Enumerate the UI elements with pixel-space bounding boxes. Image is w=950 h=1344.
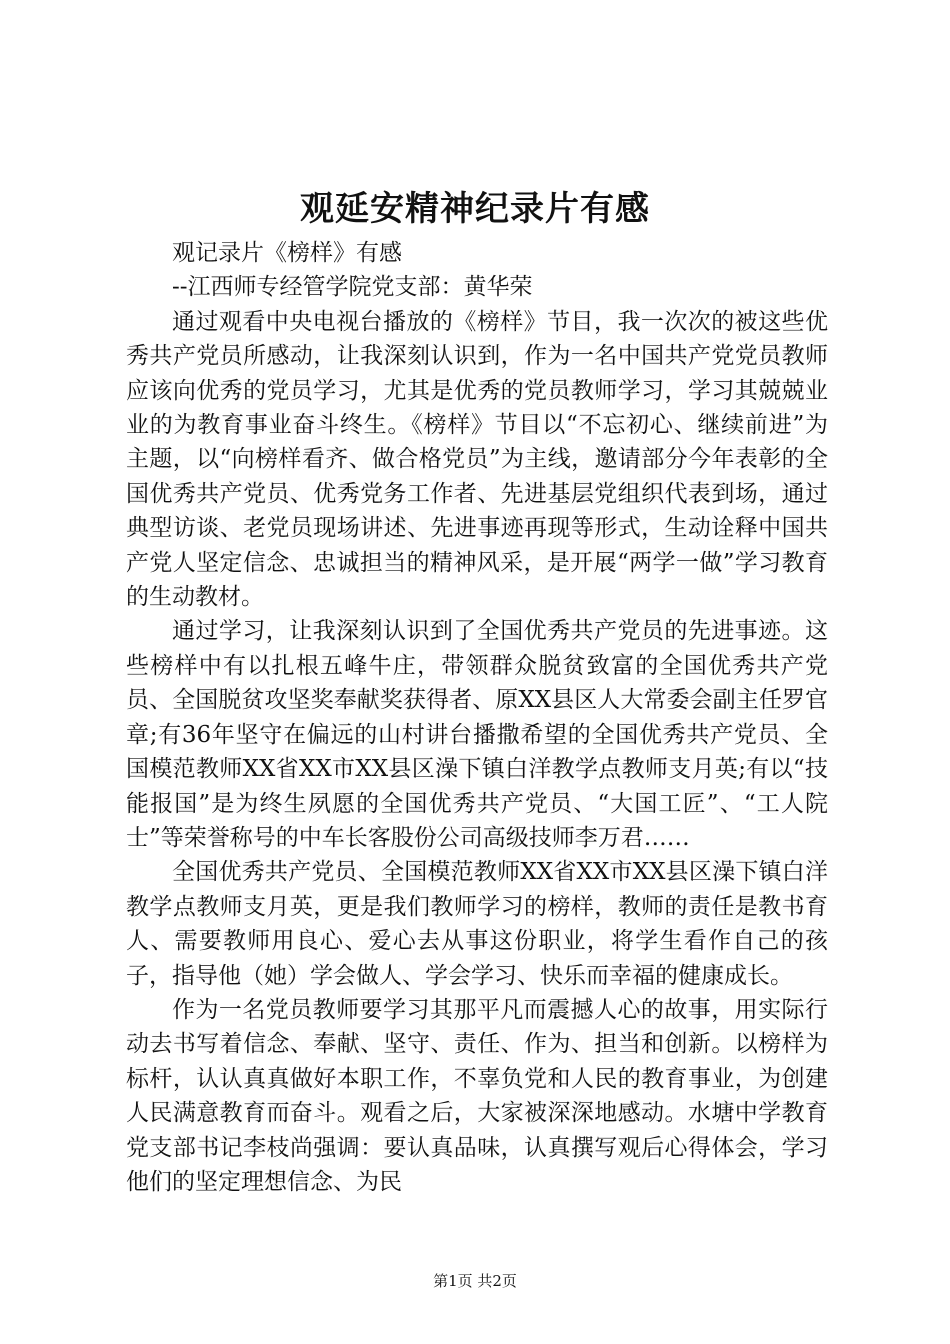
document-body (126, 236, 828, 1199)
paragraph-3: 全国优秀共产党员、全国模范教师XX省XX市XX县区澡下镇白洋教学点教师支月英，更是我们教师学习的榜样，教师的责任是教书育人、需要教师用良心、爱心去从事这份职业，将学生看作自己的孩子，指导他（她）学会做人、学会学习、快乐而幸福的健康成长。 (126, 859, 828, 989)
document-title: 观延安精神纪录片有感 (300, 189, 650, 229)
author-line: --江西师专经管学院党支部：黄华荣 (172, 274, 533, 301)
page-footer: 第1页 共2页 (433, 1272, 517, 1290)
paragraph-4: 作为一名党员教师要学习其那平凡而震撼人心的故事，用实际行动去书写着信念、奉献、坚守、责任、作为、担当和创新。以榜样为标杆，认认真真做好本职工作，不辜负党和人民的教育事业，为创建人民满意教育而奋斗。观看之后，大家被深深地感动。水塘中学教育党支部书记李枝尚强调：要认真品味，认真撰写观后心得体会，学习他们的坚定理想信念、为民 (126, 996, 828, 1195)
subtitle-line: 观记录片《榜样》有感 (172, 240, 402, 266)
paragraph-2: 通过学习，让我深刻认识到了全国优秀共产党员的先进事迹。这些榜样中有以扎根五峰牛庄，带领群众脱贫致富的全国优秀共产党员、全国脱贫攻坚奖奉献奖获得者、原XX县区人大常委会副主任罗官章;有36年坚守在偏远的山村讲台播撒希望的全国优秀共产党员、全国模范教师XX省XX市XX县区澡下镇白洋教学点教师支月英;有以“技能报国”是为终生夙愿的全国优秀共产党员、“大国工匠”、“工人院士”等荣誉称号的中车长客股份公司高级技师李万君…… (126, 618, 828, 851)
paragraph-1: 通过观看中央电视台播放的《榜样》节目，我一次次的被这些优秀共产党员所感动，让我深刻认识到，作为一名中国共产党党员教师应该向优秀的党员学习，尤其是优秀的党员教师学习，学习其兢兢业业的为教育事业奋斗终生。《榜样》节目以“不忘初心、继续前进”为主题，以“向榜样看齐、做合格党员”为主线，邀请部分今年表彰的全国优秀共产党员、优秀党务工作者、先进基层党组织代表到场，通过典型访谈、老党员现场讲述、先进事迹再现等形式，生动诠释中国共产党人坚定信念、忠诚担当的精神风采，是开展“两学一做”学习教育的生动教材。 (126, 308, 828, 611)
